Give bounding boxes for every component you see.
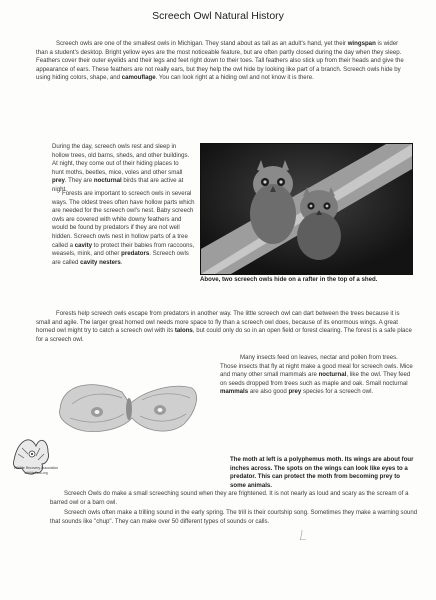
bold-term: prey bbox=[52, 177, 65, 185]
text-run: Forests help screech owls escape from predators in another way. The little screech owl can dart between the trees because it is small and agile. The larger great horned owl needs more space to fly than a screech owl does, because of its enormous wings. A great horned owl might try to catch a screech owl with its bbox=[36, 310, 400, 335]
bold-term: talons bbox=[174, 327, 193, 335]
bold-term: camouflage bbox=[121, 74, 156, 82]
bold-term: nocturnal bbox=[93, 177, 122, 185]
bold-term: cavity nesters bbox=[80, 258, 121, 266]
text-run: Screech owls often make a trilling sound in the early spring. The trill is their courtship song. Sometimes they make a warning sound that sounds like "chup". They can make over 50 different types of sounds or calls. bbox=[50, 509, 418, 525]
daytime-paragraph bbox=[52, 143, 192, 195]
screech-paragraph bbox=[50, 490, 420, 507]
text-run: . You can look right at a hiding owl and not know it is there. bbox=[155, 74, 314, 82]
bold-term: predators bbox=[121, 250, 150, 258]
bold-term: prey bbox=[288, 388, 302, 396]
text-run: , like the owl. They feed on seeds dropped from trees such as maple and oak. Small nocturnal bbox=[220, 371, 411, 387]
escape-paragraph bbox=[36, 310, 412, 344]
bold-term: nocturnal bbox=[318, 371, 347, 379]
insects-paragraph bbox=[220, 354, 416, 397]
text-run: Many insects feed on leaves, nectar and pollen from trees. Those insects that fly at night make a good meal for screech owls. Mice and many other small mammals are bbox=[220, 354, 413, 379]
page-title: Screech Owl Natural History bbox=[152, 10, 284, 22]
text-run: species for a screech owl. bbox=[301, 388, 374, 396]
text-run: are also good bbox=[248, 388, 289, 396]
text-run: Screech Owls do make a small screeching sound when they are frightened. It is not nearly as loud and scary as the scream of a barred owl or a barn owl. bbox=[50, 490, 409, 506]
moth-caption: The moth at left is a polyphemus moth. Its wings are about four inches across. The spots on the wings can look like eyes to a predator. This can protect the moth from becoming prey to some animals. bbox=[230, 456, 414, 489]
text-run: to protect their babies from raccoons, weasels, mink, and other bbox=[52, 241, 195, 258]
trills-paragraph bbox=[50, 509, 420, 526]
pencil-mark bbox=[296, 528, 312, 542]
text-run: , but could only do so in an open field or forest clearing. The forest is a safe place for a screech owl. bbox=[36, 327, 412, 343]
text-run: Forests are important to screech owls in several ways. The oldest trees often have hollow parts which are needed for the screech owl's nest. Baby screech owls are covered with white downy feathers and would be found by predators if they are not well hidden. Screech owls nest in hollow parts of a tree called a bbox=[52, 190, 195, 249]
text-run: . Screech owls are called bbox=[52, 250, 189, 266]
owl-photo bbox=[200, 143, 413, 275]
text-run: birds that are active at night. bbox=[52, 177, 184, 193]
owl-photo-graphic bbox=[201, 144, 412, 274]
intro-paragraph bbox=[36, 40, 410, 83]
bold-term: cavity bbox=[74, 241, 92, 249]
text-run: Screech owls are one of the smallest owls in Michigan. They stand about as tall as an adult's hand, yet their bbox=[56, 40, 348, 47]
logo-line-2: wildlifeasso.org bbox=[24, 471, 48, 475]
logo-line-1: Wildlife Recovery Association bbox=[13, 466, 59, 470]
polyphemus-moth-image bbox=[52, 374, 202, 439]
text-run: During the day, screech owls rest and sleep in hollow trees, old barns, sheds, and other buildings. At night, they come out of their hiding places to hunt moths, beetles, mice, voles and other small bbox=[52, 143, 190, 176]
text-run: . They are bbox=[64, 177, 94, 185]
logo-text bbox=[6, 466, 66, 476]
photo-caption: Above, two screech owls hide on a rafter in the top of a shed. bbox=[200, 276, 378, 283]
bold-term: wingspan bbox=[347, 40, 376, 47]
owl-logo-icon bbox=[10, 430, 52, 492]
text-run: . bbox=[120, 258, 123, 266]
bold-term: mammals bbox=[220, 388, 249, 396]
text-run: is wider than a student's desktop. Bright yellow eyes are the most noticeable feature, but are often partly closed during the day when they sleep. Feathers cover their outer eyelids and their legs and feet right down to their toes. Tall feathers also stick up from their heads and give the appearance of ears. These feathers are not really ears, but they help the owl hide by looking like part of a branch. Screech owls hide by using hiding colors, shape, and bbox=[36, 40, 404, 82]
forests-paragraph bbox=[52, 190, 196, 267]
